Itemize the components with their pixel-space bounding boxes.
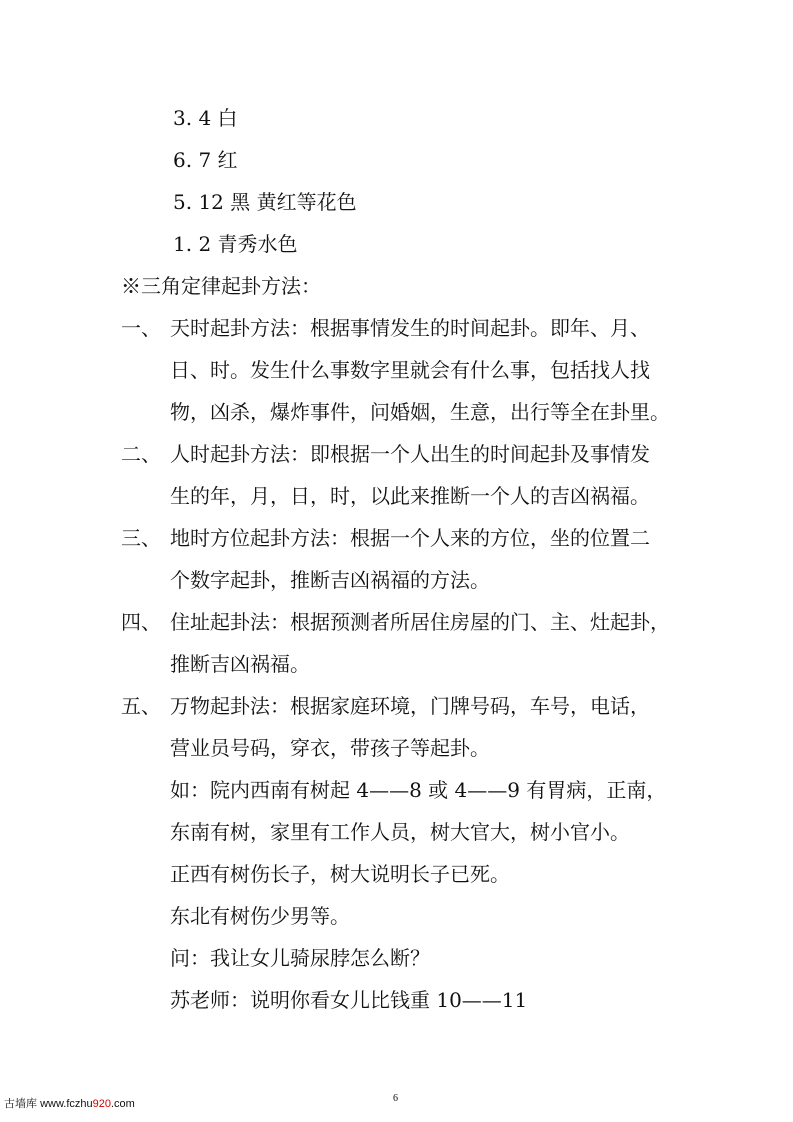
section-heading: ※三角定律起卦方法：: [121, 274, 321, 298]
method-number: 四、: [121, 610, 161, 634]
colour-list-item: 6. 7 红: [173, 148, 238, 172]
method-number: 五、: [121, 694, 161, 718]
method-line: 住址起卦法：根据预测者所居住房屋的门、主、灶起卦，: [170, 610, 670, 634]
method-line: 物，凶杀，爆炸事件，问婚姻，生意，出行等全在卦里。: [170, 400, 670, 424]
colour-list-item: 1. 2 青秀水色: [173, 232, 298, 256]
method-number: 三、: [121, 526, 161, 550]
method-line: 万物起卦法：根据家庭环境，门牌号码，车号，电话，: [170, 694, 650, 718]
method-line: 人时起卦方法：即根据一个人出生的时间起卦及事情发: [170, 442, 650, 466]
example-line: 正西有树伤长子，树大说明长子已死。: [170, 862, 510, 886]
method-line: 生的年，月，日，时，以此来推断一个人的吉凶祸福。: [170, 484, 650, 508]
method-number: 二、: [121, 442, 161, 466]
page-number: 6: [393, 1093, 398, 1104]
example-line: 问：我让女儿骑尿脖怎么断？: [170, 946, 430, 970]
method-line: 个数字起卦，推断吉凶祸福的方法。: [170, 568, 490, 592]
method-line: 地时方位起卦方法：根据一个人来的方位，坐的位置二: [170, 526, 650, 550]
example-line: 东南有树，家里有工作人员，树大官大，树小官小。: [170, 820, 630, 844]
method-number: 一、: [121, 316, 161, 340]
site-name: 古墙库: [4, 1098, 37, 1110]
site-watermark: [4, 1095, 135, 1111]
example-line: 苏老师：说明你看女儿比钱重 10——11: [170, 988, 528, 1012]
colour-list-item: 5. 12 黑 黄红等花色: [173, 190, 357, 214]
example-line: 东北有树伤少男等。: [170, 904, 350, 928]
method-line: 营业员号码，穿衣，带孩子等起卦。: [170, 736, 490, 760]
method-line: 日、时。发生什么事数字里就会有什么事，包括找人找: [170, 358, 650, 382]
colour-list-item: 3. 4 白: [173, 106, 238, 130]
method-line: 推断吉凶祸福。: [170, 652, 310, 676]
site-url[interactable]: www.fczhu920.com: [40, 1098, 135, 1110]
example-line: 如：院内西南有树起 4——8 或 4——9 有胃病，正南，: [170, 778, 667, 802]
method-line: 天时起卦方法：根据事情发生的时间起卦。即年、月、: [170, 316, 650, 340]
